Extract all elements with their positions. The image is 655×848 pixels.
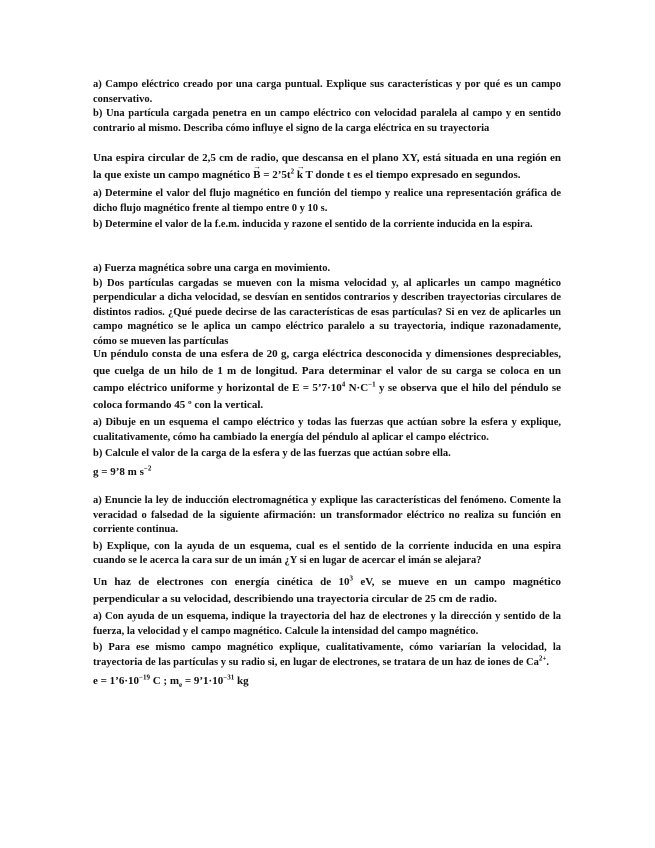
electron-charge-exponent: −19 [138, 673, 150, 682]
problem-6-statement-a: Un haz de electrones con energía cinética de 10 [93, 576, 350, 588]
problem-6-statement-b: eV, se mueve en un campo magnético perpendicular a su velocidad, describiendo una trayectoria circular de 25 cm de radio. [93, 576, 562, 605]
problem-4-statement-a: Un péndulo consta de una esfera de 20 g, carga eléctrica desconocida y dimensiones despreciables, que cuelga de un hilo de 1 m de longitud. Para determinar el valor de su carga se coloca en un campo eléctrico uniforme y horizontal de [93, 348, 561, 394]
electron-mass-subscript: e [179, 681, 183, 690]
problem-2-statement-b: donde t es el tiempo expresado en segundos. [315, 169, 521, 181]
problem-5-item-a: a) Enuncie la ley de inducción electromagnética y explique las características del fenómeno. Comente la veracidad o falsedad de la siguiente afirmación: un transformador eléctrico no realiza su función en corriente continua. [93, 495, 561, 535]
electron-mass-unit: kg [236, 675, 249, 687]
electron-charge-unit: C ; m [152, 675, 180, 687]
magnetic-field-vector-B: → B [253, 167, 260, 184]
problem-4-statement [93, 346, 561, 414]
unit-vector-k: → k [297, 167, 303, 184]
gravity-formula [93, 465, 561, 480]
electric-field-unit: N·C [348, 382, 369, 394]
problem-2-statement-a: Una espira circular de 2,5 cm de radio, que descansa en el plano XY, está situada en una región en la que existe un campo magnético [93, 152, 561, 181]
problem-5-item-b: b) Explique, con la ayuda de un esquema, cual es el sentido de la corriente inducida en una espira cuando se le acerca la cara sur de un imán ¿Y si en lugar de acercar el imán se alejara? [93, 540, 561, 566]
magnetic-field-expression: = 2’5t [260, 169, 291, 181]
problem-2 [93, 150, 561, 233]
problem-4-item-a: a) Dibuje en un esquema el campo eléctrico y todas las fuerzas que actúan sobre la esfera y explique, cualitativamente, cómo ha cambiado la energía del péndulo al aplicar el campo eléctrico. [93, 417, 561, 443]
problem-2-statement [93, 150, 561, 184]
electric-field-expression: E = 5’7·10 [292, 382, 342, 394]
electric-field-exponent: 4 [341, 380, 346, 389]
problem-4-item-b: b) Calcule el valor de la carga de la esfera y de las fuerzas que actúan sobre ella. [93, 448, 451, 459]
electron-mass-exponent: −31 [223, 673, 235, 682]
problem-1-item-a: a) Campo eléctrico creado por una carga puntual. Explique sus características y por qué es un campo conservativo. [93, 79, 561, 105]
electron-mass: = 9’1·10 [182, 675, 224, 687]
problem-3-item-b: b) Dos partículas cargadas se mueven con la misma velocidad y, al aplicarles un campo magnético perpendicular a dicha velocidad, se desvían en sentidos contrarios y describen trayectorias circulares de distintos radios. ¿Qué puede decirse de las características de esas partículas? Si en vez de aplicarles un campo magnético se le aplica un campo eléctrico paralelo a su trayectoria, indique razonadamente, cómo se mueven las partículas [93, 277, 561, 347]
problem-6-item-b: b) Para ese mismo campo magnético explique, cualitativamente, cómo variarían la velocidad, la trayectoria de las partículas y su radio si, en lugar de electrones, se tratara de un haz de iones de $Ca^{2+}$. [93, 642, 561, 668]
energy-exponent: 3 [349, 574, 354, 583]
problem-1-item-b-clip [93, 107, 561, 148]
magnetic-field-exponent: 2 [290, 167, 295, 176]
electron-charge: e = 1’6·10 [93, 675, 139, 687]
problem-4-statement-b: y se observa que el hilo del péndulo se coloca formando 45 º con la vertical. [93, 382, 562, 411]
gravity-formula-base: g = 9’8 m s [93, 465, 144, 478]
problem-6-item-b-text: b) Para ese mismo campo magnético explique, cualitativamente, cómo variarían la velocidad, la trayectoria de las partículas y su radio si, en lugar de electrones, se tratara de un haz de iones de Ca [93, 642, 561, 668]
problem-3 [93, 262, 561, 349]
problem-5 [93, 494, 561, 569]
magnetic-field-unit: T [305, 169, 313, 181]
problem-6-statement [93, 574, 561, 608]
gravity-formula-exponent: −2 [143, 463, 152, 472]
problem-6-item-a: a) Con ayuda de un esquema, indique la trayectoria del haz de electrones y la dirección y sentido de la fuerza, la velocidad y el campo magnético. Calcule la intensidad del campo magnético. [93, 611, 561, 637]
problem-4 [93, 346, 561, 479]
problem-6 [93, 574, 561, 689]
electric-field-unit-exponent: −1 [368, 380, 376, 389]
ion-charge: 2+ [538, 654, 547, 662]
problem-3-item-a: a) Fuerza magnética sobre una carga en movimiento. [93, 263, 331, 274]
problem-1 [93, 78, 561, 148]
problem-2-item-a: a) Determine el valor del flujo magnético en función del tiempo y realice una representación gráfica de dicho flujo magnético frente al tiempo entre 0 y 10 s. [93, 188, 561, 214]
constants-formula [93, 674, 561, 689]
problem-2-item-b: b) Determine el valor de la f.e.m. inducida y razone el sentido de la corriente inducida en la espira. [93, 219, 533, 230]
problem-1-item-b: b) Una partícula cargada penetra en un campo eléctrico con velocidad paralela al campo y en sentido contrario al mismo. Describa cómo influye el signo de la carga eléctrica en su trayectoria [93, 108, 561, 134]
